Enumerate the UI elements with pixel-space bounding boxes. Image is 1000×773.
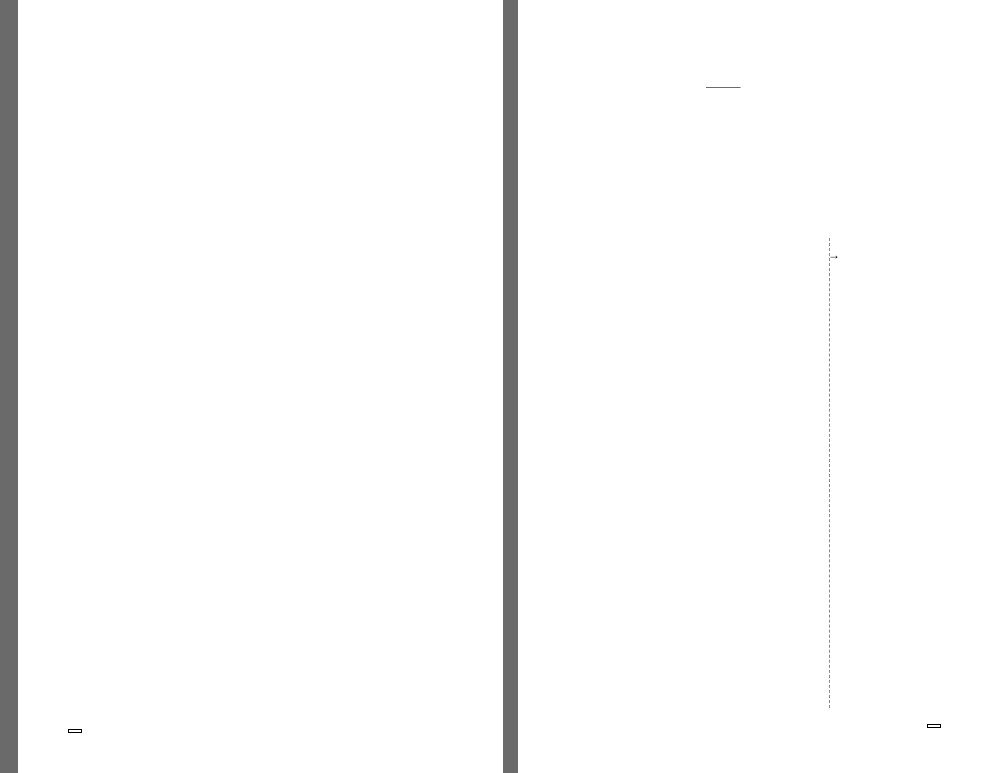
right-page [518, 0, 1000, 773]
right-column-2 [706, 37, 834, 93]
page-number [927, 724, 941, 728]
arrow-icon: → [828, 248, 840, 262]
page-number [68, 729, 82, 733]
footer-name: ——— [706, 81, 741, 93]
dashed-divider [829, 238, 830, 708]
left-page [18, 0, 503, 773]
